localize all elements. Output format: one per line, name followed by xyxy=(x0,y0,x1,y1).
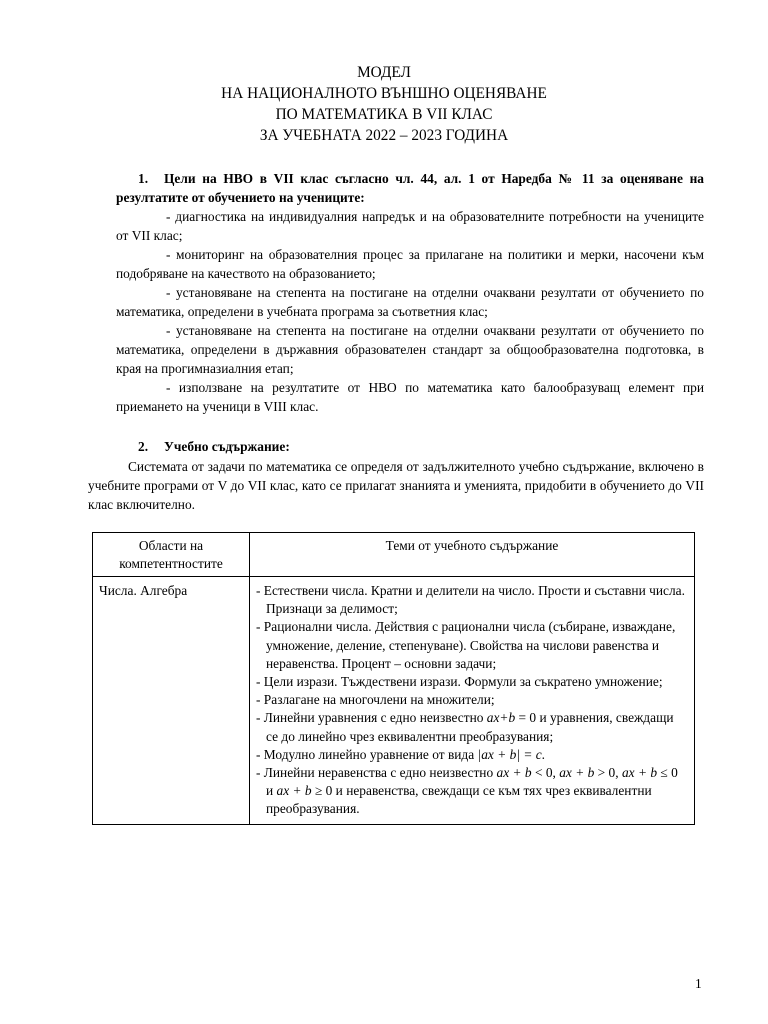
section-goals-heading-text: Цели на НВО в VII клас съгласно чл. 44, ал. 1 от Наредба № 11 за оценяване на резултатите от обучението на учениците: xyxy=(116,171,704,205)
topic-item xyxy=(256,764,688,819)
math-expression: ax + b xyxy=(496,765,532,781)
goal-item: - диагностика на индивидуалния напредък и на образователните потребности на учениците от VII клас; xyxy=(116,209,704,243)
math-expression: ax + b xyxy=(621,765,658,781)
topic-text: . xyxy=(541,746,546,762)
goal-item: - използване на резултатите от НВО по математика като балообразуващ елемент при приемането на ученици в VIII клас. xyxy=(116,380,704,414)
topic-item: - Рационални числа. Действия с рационални числа (събиране, изваждане, умножение, деление, степенуване). Свойства на числови равенства и неравенства. Процент – основни задачи; xyxy=(256,619,676,671)
goal-item: - установяване на степента на постигане на отделни очаквани резултати от обучението по математика, определени в учебната програма за съответния клас; xyxy=(116,285,704,319)
section-content-heading-text: Учебно съдържание: xyxy=(164,439,290,454)
section-goals-heading xyxy=(116,169,704,207)
section-content-number: 2. xyxy=(138,439,149,454)
math-expression: ax + b xyxy=(559,765,595,781)
topic-text: < 0, xyxy=(531,765,560,781)
topic-text: = 0 и уравнения, свеждащи се до линейно чрез еквивалентни преобразувания; xyxy=(266,710,674,744)
section-content xyxy=(88,437,704,512)
topic-text: ≥ 0 и неравенства, свеждащи се към тях чрез еквивалентни преобразувания. xyxy=(266,783,652,817)
math-expression: ax+b xyxy=(486,710,516,726)
title-line-4: ЗА УЧЕБНАТА 2022 – 2023 ГОДИНА xyxy=(259,127,509,144)
header-area: Области на компетентностите xyxy=(93,533,250,577)
goal-item: - установяване на степента на постигане на отделни очаквани резултати от обучението по математика, определени в държавния образователен стандарт за общообразователна подготовка, в края на прогимназиалния етап; xyxy=(116,323,704,376)
area-cell: Числа. Алгебра xyxy=(93,577,250,825)
table-row xyxy=(93,577,695,825)
topic-text: - Линейни уравнения с едно неизвестно xyxy=(256,710,487,726)
topic-item xyxy=(256,709,688,745)
table-header-row xyxy=(93,533,695,577)
topic-item: - Цели изрази. Тъждествени изрази. Формули за съкратено умножение; xyxy=(256,674,663,690)
topics-cell xyxy=(250,577,695,825)
topic-list xyxy=(256,582,688,819)
topic-text: > 0, xyxy=(594,765,622,781)
header-topics: Теми от учебното съдържание xyxy=(250,533,695,577)
section-content-paragraph: Системата от задачи по математика се определя от задължителното учебно съдържание, включено в учебните програми от V до VII клас, като се прилагат знанията и уменията, придобити в обучението до VII клас включително. xyxy=(88,459,704,512)
topic-item: - Разлагане на многочлени на множители; xyxy=(256,692,495,708)
topic-text: - Линейни неравенства с едно неизвестно xyxy=(256,765,497,781)
topic-text: - Модулно линейно уравнение от вида xyxy=(256,746,478,762)
section-content-heading xyxy=(116,437,704,456)
page-number: 1 xyxy=(695,976,702,991)
math-expression: |ax + b| = c xyxy=(477,746,542,762)
goal-item: - мониторинг на образователния процес за прилагане на политики и мерки, насочени към подобряване на качеството на образованието; xyxy=(116,247,704,281)
title-line-1: МОДЕЛ xyxy=(357,64,411,81)
topics-table xyxy=(92,532,695,825)
topic-item: - Естествени числа. Кратни и делители на число. Прости и съставни числа. Признаци за делимост; xyxy=(256,583,685,617)
math-expression: ax + b xyxy=(276,783,312,799)
topic-text: ≤ 0 и xyxy=(266,765,678,799)
section-goals-number: 1. xyxy=(138,171,149,186)
title-line-2: НА НАЦИОНАЛНОТО ВЪНШНО ОЦЕНЯВАНЕ xyxy=(221,85,547,102)
section-goals xyxy=(116,169,704,416)
topic-item xyxy=(256,746,688,764)
document-title xyxy=(0,62,768,146)
title-line-3: ПО МАТЕМАТИКА В VII КЛАС xyxy=(275,106,493,123)
